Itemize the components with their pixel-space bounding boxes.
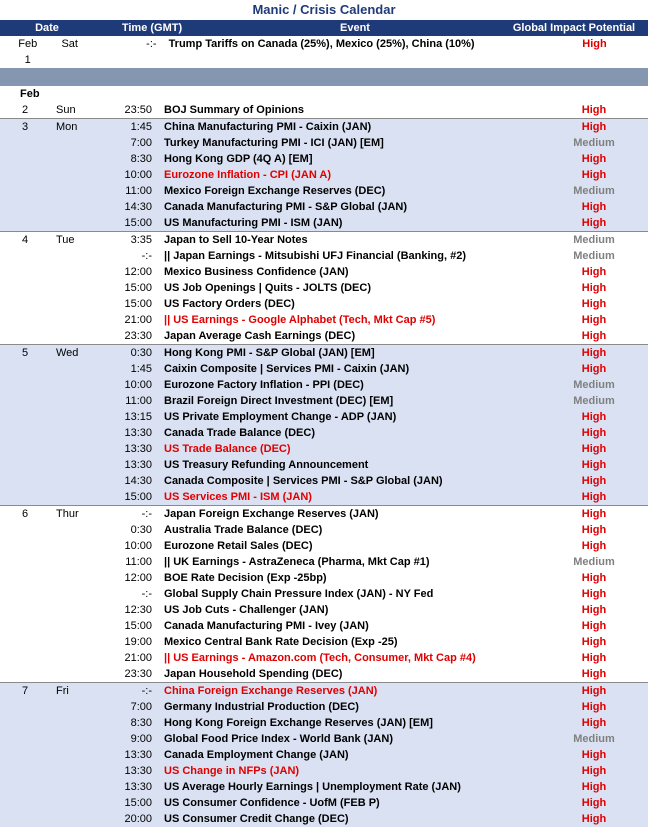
weekday-cell [50, 296, 110, 312]
table-row [0, 361, 648, 377]
time-cell: 15:00 [124, 491, 152, 503]
event-cell: US Manufacturing PMI - ISM (JAN) [164, 217, 343, 229]
time-cell: 15:00 [124, 298, 152, 310]
table-row [0, 538, 648, 554]
impact-cell: High [581, 572, 607, 584]
table-row [0, 280, 648, 296]
event-cell: Turkey Manufacturing PMI - ICI (JAN) [EM] [164, 137, 384, 149]
time-cell: 11:00 [125, 185, 152, 197]
time-cell: -:- [141, 685, 152, 697]
time-cell: -:- [141, 250, 152, 262]
time-cell: -:- [141, 588, 152, 600]
impact-cell: High [581, 491, 607, 503]
date-cell [0, 715, 50, 731]
time-cell: 7:00 [130, 701, 152, 713]
date-cell [0, 393, 50, 409]
impact-cell: High [581, 701, 607, 713]
impact-cell: High [581, 620, 607, 632]
date-cell [0, 361, 50, 377]
weekday-cell [50, 554, 110, 570]
weekday-cell [50, 602, 110, 618]
event-cell: BOE Rate Decision (Exp -25bp) [164, 572, 327, 584]
impact-cell: High [581, 668, 607, 680]
date-cell [0, 731, 50, 747]
table-row [0, 183, 648, 199]
date-cell [0, 618, 50, 634]
event-cell: Mexico Central Bank Rate Decision (Exp -25) [164, 636, 398, 648]
event-cell: US Job Cuts - Challenger (JAN) [164, 604, 329, 616]
event-cell: Canada Trade Balance (DEC) [164, 427, 315, 439]
weekday-cell: Fri [56, 685, 69, 697]
time-cell: 23:30 [124, 668, 152, 680]
time-cell: 14:30 [124, 475, 152, 487]
date-cell [0, 312, 50, 328]
event-cell: Canada Employment Change (JAN) [164, 749, 349, 761]
impact-cell: High [581, 347, 607, 359]
weekday-cell [50, 264, 110, 280]
table-row [0, 473, 648, 489]
table-row [0, 425, 648, 441]
weekday-cell [50, 151, 110, 167]
time-cell: 12:30 [124, 604, 152, 616]
table-row [0, 634, 648, 650]
event-cell: Eurozone Retail Sales (DEC) [164, 540, 313, 552]
month-label: Feb [18, 38, 38, 50]
impact-cell: High [581, 427, 607, 439]
weekday-cell [50, 457, 110, 473]
date-cell: 2 [22, 104, 29, 116]
weekday-cell [50, 441, 110, 457]
header-event: Event [340, 22, 370, 34]
date-cell [0, 280, 50, 296]
time-cell: -:- [146, 38, 157, 50]
date-cell [0, 296, 50, 312]
table-row [0, 393, 648, 409]
time-cell: 0:30 [130, 524, 152, 536]
table-row [0, 489, 648, 505]
impact-cell: High [581, 685, 607, 697]
time-cell: 13:30 [124, 781, 152, 793]
event-cell: || US Earnings - Google Alphabet (Tech, Mkt Cap #5) [164, 314, 436, 326]
date-cell [0, 747, 50, 763]
table-row [0, 232, 648, 248]
event-cell: US Services PMI - ISM (JAN) [164, 491, 312, 503]
impact-cell: Medium [573, 234, 615, 246]
time-cell: -:- [141, 508, 152, 520]
table-row [0, 699, 648, 715]
time-cell: 13:15 [124, 411, 152, 423]
event-cell: Canada Composite | Services PMI - S&P Global (JAN) [164, 475, 443, 487]
table-header [0, 20, 648, 36]
table-row [0, 650, 648, 666]
impact-cell: High [582, 38, 607, 50]
impact-cell: High [581, 459, 607, 471]
table-row [0, 731, 648, 747]
impact-cell: High [581, 475, 607, 487]
date-cell [0, 457, 50, 473]
event-cell: Mexico Business Confidence (JAN) [164, 266, 349, 278]
day-block-5 [0, 344, 648, 505]
date-cell [0, 425, 50, 441]
table-row [0, 683, 648, 699]
weekday-cell [50, 409, 110, 425]
date-cell [0, 183, 50, 199]
time-cell: 3:35 [130, 234, 152, 246]
date-cell [0, 167, 50, 183]
impact-cell: Medium [573, 379, 615, 391]
weekday-cell [50, 538, 110, 554]
time-cell: 15:00 [124, 282, 152, 294]
impact-cell: High [581, 604, 607, 616]
table-row [0, 441, 648, 457]
weekday-cell [50, 795, 110, 811]
impact-cell: Medium [573, 185, 615, 197]
event-cell: US Change in NFPs (JAN) [164, 765, 300, 777]
time-cell: 13:30 [124, 749, 152, 761]
weekday-cell: Sun [56, 104, 76, 116]
impact-cell: High [581, 797, 607, 809]
date-cell: 7 [22, 685, 29, 697]
table-row [0, 312, 648, 328]
date-cell [0, 264, 50, 280]
impact-cell: High [581, 363, 607, 375]
event-cell: US Average Hourly Earnings | Unemployment Rate (JAN) [164, 781, 461, 793]
event-cell: US Job Openings | Quits - JOLTS (DEC) [164, 282, 371, 294]
day-block-3 [0, 118, 648, 231]
impact-cell: High [581, 717, 607, 729]
day-block-6 [0, 505, 648, 682]
weekday-cell [50, 135, 110, 151]
time-cell: 15:00 [124, 797, 152, 809]
table-row [0, 345, 648, 361]
date-cell [0, 522, 50, 538]
impact-cell: High [581, 443, 607, 455]
weekday-cell [50, 328, 110, 344]
impact-cell: High [581, 217, 607, 229]
impact-cell: High [581, 169, 607, 181]
date-cell: 4 [22, 234, 29, 246]
impact-cell: High [581, 540, 607, 552]
time-cell: 15:00 [124, 217, 152, 229]
event-cell: Global Supply Chain Pressure Index (JAN) - NY Fed [164, 588, 434, 600]
weekday-cell [50, 377, 110, 393]
weekday-cell [50, 618, 110, 634]
day-block-2 [0, 102, 648, 118]
time-cell: 0:30 [130, 347, 152, 359]
month-row [0, 86, 648, 102]
weekday-cell [50, 586, 110, 602]
date-cell [0, 248, 50, 264]
weekday-cell [50, 425, 110, 441]
table-row [0, 151, 648, 167]
time-cell: 21:00 [124, 314, 152, 326]
table-row [0, 264, 648, 280]
time-cell: 10:00 [124, 379, 152, 391]
weekday-cell: Tue [56, 234, 75, 246]
weekday-cell [50, 747, 110, 763]
table-row-feb-1 [0, 36, 648, 68]
impact-cell: Medium [573, 556, 615, 568]
impact-cell: Medium [573, 137, 615, 149]
weekday-cell [50, 473, 110, 489]
date-cell [0, 554, 50, 570]
date-cell [0, 36, 55, 68]
date-cell [0, 151, 50, 167]
weekday-cell [50, 715, 110, 731]
impact-cell: High [581, 636, 607, 648]
date-cell: 5 [22, 347, 29, 359]
weekday-cell [50, 779, 110, 795]
event-cell: Eurozone Inflation - CPI (JAN A) [164, 169, 332, 181]
weekday-cell [50, 763, 110, 779]
section-divider [0, 68, 648, 86]
impact-cell: High [581, 765, 607, 777]
time-cell: 14:30 [124, 201, 152, 213]
event-cell: Hong Kong GDP (4Q A) [EM] [164, 153, 313, 165]
table-row [0, 570, 648, 586]
time-cell: 9:00 [130, 733, 152, 745]
table-row [0, 135, 648, 151]
time-cell: 10:00 [124, 540, 152, 552]
event-cell: Germany Industrial Production (DEC) [164, 701, 359, 713]
event-cell: || Japan Earnings - Mitsubishi UFJ Financial (Banking, #2) [164, 250, 466, 262]
date-cell [0, 409, 50, 425]
event-cell: || UK Earnings - AstraZeneca (Pharma, Mkt Cap #1) [164, 556, 430, 568]
event-cell: Japan Household Spending (DEC) [164, 668, 343, 680]
event-cell: Canada Manufacturing PMI - Ivey (JAN) [164, 620, 369, 632]
weekday-cell [50, 248, 110, 264]
table-row [0, 409, 648, 425]
date-cell [0, 538, 50, 554]
weekday-cell [50, 199, 110, 215]
event-cell: Japan to Sell 10-Year Notes [164, 234, 308, 246]
event-cell: Eurozone Factory Inflation - PPI (DEC) [164, 379, 364, 391]
weekday-cell [50, 570, 110, 586]
date-cell: 6 [22, 508, 29, 520]
table-row [0, 618, 648, 634]
impact-cell: High [581, 524, 607, 536]
event-cell: US Private Employment Change - ADP (JAN) [164, 411, 397, 423]
event-cell: BOJ Summary of Opinions [164, 104, 304, 116]
impact-cell: High [581, 266, 607, 278]
time-cell: 7:00 [130, 137, 152, 149]
impact-cell: High [581, 330, 607, 342]
event-cell: US Trade Balance (DEC) [164, 443, 291, 455]
table-row [0, 328, 648, 344]
event-cell: || US Earnings - Amazon.com (Tech, Consumer, Mkt Cap #4) [164, 652, 476, 664]
table-row [0, 296, 648, 312]
day-block-4 [0, 231, 648, 344]
event-cell: Brazil Foreign Direct Investment (DEC) [EM] [164, 395, 394, 407]
weekday-cell [50, 312, 110, 328]
event-cell: US Treasury Refunding Announcement [164, 459, 369, 471]
impact-cell: High [581, 153, 607, 165]
event-cell: China Foreign Exchange Reserves (JAN) [164, 685, 378, 697]
time-cell: 11:00 [125, 395, 152, 407]
date-cell [0, 650, 50, 666]
weekday-cell [50, 183, 110, 199]
date-cell [0, 199, 50, 215]
impact-cell: Medium [573, 733, 615, 745]
table-row [0, 102, 648, 118]
weekday-cell [50, 167, 110, 183]
day-number: 1 [24, 54, 31, 66]
event-cell: Trump Tariffs on Canada (25%), Mexico (25%), China (10%) [168, 38, 475, 50]
time-cell: 12:00 [124, 572, 152, 584]
header-date: Date [35, 22, 59, 34]
time-cell: 13:30 [124, 427, 152, 439]
date-cell [0, 441, 50, 457]
time-cell: 13:30 [124, 459, 152, 471]
date-cell: 3 [22, 121, 29, 133]
table-row [0, 554, 648, 570]
weekday-cell [50, 393, 110, 409]
page-title: Manic / Crisis Calendar [252, 2, 396, 17]
date-cell [0, 135, 50, 151]
impact-cell: High [581, 411, 607, 423]
date-cell [0, 666, 50, 682]
table-row [0, 811, 648, 827]
header-time: Time (GMT) [121, 22, 183, 34]
time-cell: 13:30 [124, 765, 152, 777]
time-cell: 13:30 [124, 443, 152, 455]
table-row [0, 119, 648, 135]
date-cell [0, 763, 50, 779]
date-cell [0, 586, 50, 602]
impact-cell: High [581, 201, 607, 213]
impact-cell: High [581, 282, 607, 294]
weekday-cell: Mon [56, 121, 78, 133]
table-row [0, 506, 648, 522]
weekday-cell: Thur [56, 508, 79, 520]
event-cell: China Manufacturing PMI - Caixin (JAN) [164, 121, 372, 133]
weekday-cell [50, 489, 110, 505]
time-cell: 8:30 [130, 717, 152, 729]
table-row [0, 666, 648, 682]
table-row [0, 747, 648, 763]
time-cell: 1:45 [130, 363, 152, 375]
date-cell [0, 570, 50, 586]
date-cell [0, 602, 50, 618]
days-container [0, 102, 648, 827]
impact-cell: High [581, 813, 607, 825]
weekday-cell: Sat [61, 38, 78, 50]
time-cell: 11:00 [125, 556, 152, 568]
event-cell: Caixin Composite | Services PMI - Caixin (JAN) [164, 363, 410, 375]
impact-cell: Medium [573, 250, 615, 262]
weekday-cell [50, 634, 110, 650]
impact-cell: Medium [573, 395, 615, 407]
weekday-cell [50, 280, 110, 296]
event-cell: Japan Average Cash Earnings (DEC) [164, 330, 356, 342]
impact-cell: High [581, 781, 607, 793]
event-cell: Mexico Foreign Exchange Reserves (DEC) [164, 185, 386, 197]
time-cell: 8:30 [130, 153, 152, 165]
table-row [0, 586, 648, 602]
weekday-cell [50, 666, 110, 682]
date-cell [0, 328, 50, 344]
weekday-cell [50, 699, 110, 715]
time-cell: 23:50 [124, 104, 152, 116]
event-cell: Japan Foreign Exchange Reserves (JAN) [164, 508, 379, 520]
time-cell: 23:30 [124, 330, 152, 342]
event-cell: Global Food Price Index - World Bank (JAN) [164, 733, 393, 745]
table-row [0, 167, 648, 183]
date-cell [0, 634, 50, 650]
weekday-cell [50, 650, 110, 666]
impact-cell: High [581, 652, 607, 664]
time-cell: 19:00 [124, 636, 152, 648]
table-row [0, 215, 648, 231]
time-cell: 1:45 [130, 121, 152, 133]
weekday-cell: Wed [56, 347, 79, 359]
event-cell: Hong Kong Foreign Exchange Reserves (JAN) [EM] [164, 717, 433, 729]
date-cell [0, 699, 50, 715]
weekday-cell [50, 731, 110, 747]
time-cell: 15:00 [124, 620, 152, 632]
table-row [0, 779, 648, 795]
table-row [0, 377, 648, 393]
impact-cell: High [581, 104, 607, 116]
date-cell [0, 215, 50, 231]
weekday-cell [50, 522, 110, 538]
time-cell: 10:00 [124, 169, 152, 181]
date-cell [0, 795, 50, 811]
event-cell: Canada Manufacturing PMI - S&P Global (JAN) [164, 201, 408, 213]
event-cell: US Consumer Credit Change (DEC) [164, 813, 349, 825]
weekday-cell [50, 215, 110, 231]
table-row [0, 522, 648, 538]
impact-cell: High [581, 298, 607, 310]
time-cell: 12:00 [124, 266, 152, 278]
impact-cell: High [581, 588, 607, 600]
date-cell [0, 489, 50, 505]
date-cell [0, 779, 50, 795]
table-row [0, 602, 648, 618]
table-row [0, 199, 648, 215]
event-cell: Hong Kong PMI - S&P Global (JAN) [EM] [164, 347, 375, 359]
table-row [0, 457, 648, 473]
time-cell: 21:00 [124, 652, 152, 664]
header-impact: Global Impact Potential [512, 22, 636, 34]
date-cell [0, 377, 50, 393]
weekday-cell [50, 811, 110, 827]
impact-cell: High [581, 121, 607, 133]
date-cell [0, 811, 50, 827]
impact-cell: High [581, 749, 607, 761]
time-cell: 20:00 [124, 813, 152, 825]
event-cell: US Factory Orders (DEC) [164, 298, 295, 310]
day-block-7 [0, 682, 648, 827]
table-row [0, 795, 648, 811]
event-cell: Australia Trade Balance (DEC) [164, 524, 323, 536]
table-row [0, 763, 648, 779]
table-row [0, 248, 648, 264]
event-cell: US Consumer Confidence - UofM (FEB P) [164, 797, 380, 809]
impact-cell: High [581, 508, 607, 520]
table-row [0, 715, 648, 731]
weekday-cell [50, 361, 110, 377]
date-cell [0, 473, 50, 489]
impact-cell: High [581, 314, 607, 326]
month-label: Feb [20, 88, 40, 100]
